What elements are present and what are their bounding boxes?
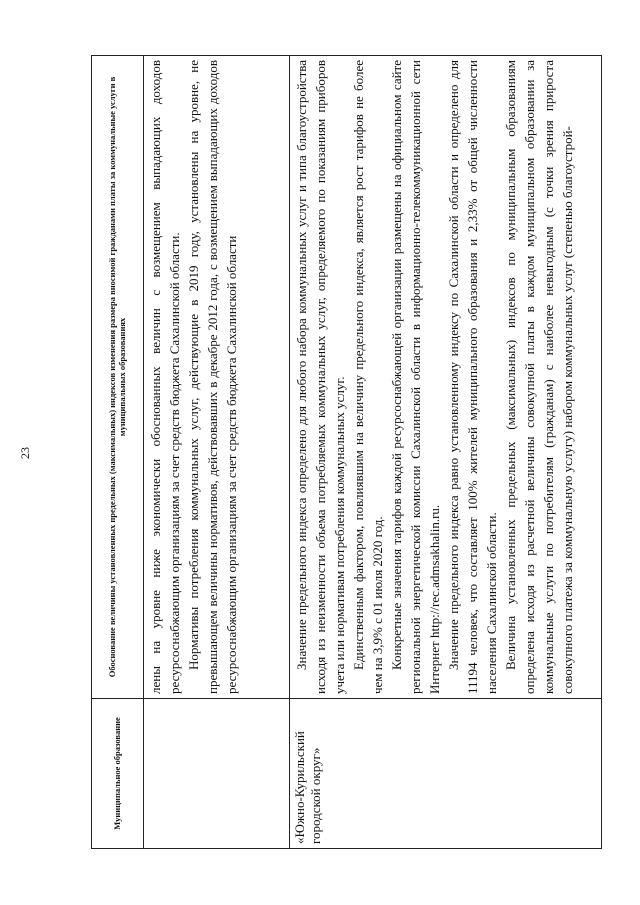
paragraph: лены на уровне ниже экономически обоснованных величин с возмещением выпадающих доходов ресурсоснабжающим организациям за счет средств бюджета Сахалинской области. [148, 60, 182, 694]
paragraph: Значение предельного индекса равно установленному индексу по Сахалинской области и определено для 11194 человек, что составляет 100% жителей муниципального образования и 2,33% от общей численности населения Сахалинской области. [446, 60, 499, 694]
header-municipality: Муниципальное образование [92, 699, 144, 849]
paragraph: Нормативы потребления коммунальных услуг, действующие в 2019 году, установлены на уровне, не превышающем величины нормативов, действовавших в декабре 2012 года, с возмещением выпадающих доходов ресурсоснабжающим организациям за счет средств бюджета Сахалинской области [186, 60, 239, 694]
municipality-cell: «Южно-Курильский городской округ» [290, 699, 602, 849]
table-row [290, 56, 602, 849]
rotated-page-content [91, 56, 601, 849]
justification-table [91, 55, 602, 849]
paragraph: Конкретные значения тарифов каждой ресурсоснабжающей организации размещены на официальном сайте региональной энергетической комиссии Сахалинской области в информационно-телекоммуникационной сети Интернет http://rec.admsakhalin.ru. [389, 60, 442, 694]
page-number: 23 [18, 447, 32, 459]
paragraph: Величина установленных предельных (максимальных) индексов по муниципальным образованиям определена исходя из расчетной величины совокупной платы в каждом муниципальном образовании за коммунальные услуги по потребителям (гражданам) с наиболее невыгодным (с точки зрения прироста совокупного платежа за коммунальную услугу) набором коммунальных услуг (степенью благоустрой- [503, 60, 575, 694]
header-justification: Обоснование величины установленных предельных (максимальных) индексов изменения размера вносимой гражданами платы за коммунальные услуги в муниципальных образованиях [92, 56, 144, 699]
justification-cell [290, 56, 602, 699]
paragraph: Единственным фактором, повлиявшим на величину предельного индекса, является рост тарифов не более чем на 3,9% с 01 июля 2020 год. [351, 60, 385, 694]
justification-cell [144, 56, 290, 699]
table-row [144, 56, 290, 849]
table-header-row [92, 56, 144, 849]
municipality-cell [144, 699, 290, 849]
paragraph: Значение предельного индекса определено для любого набора коммунальных услуг и типа благоустройства исходя из неизменности объема потребляемых коммунальных услуг, определяемого по показаниям приборов учета или нормативам потребления коммунальных услуг. [294, 60, 347, 694]
